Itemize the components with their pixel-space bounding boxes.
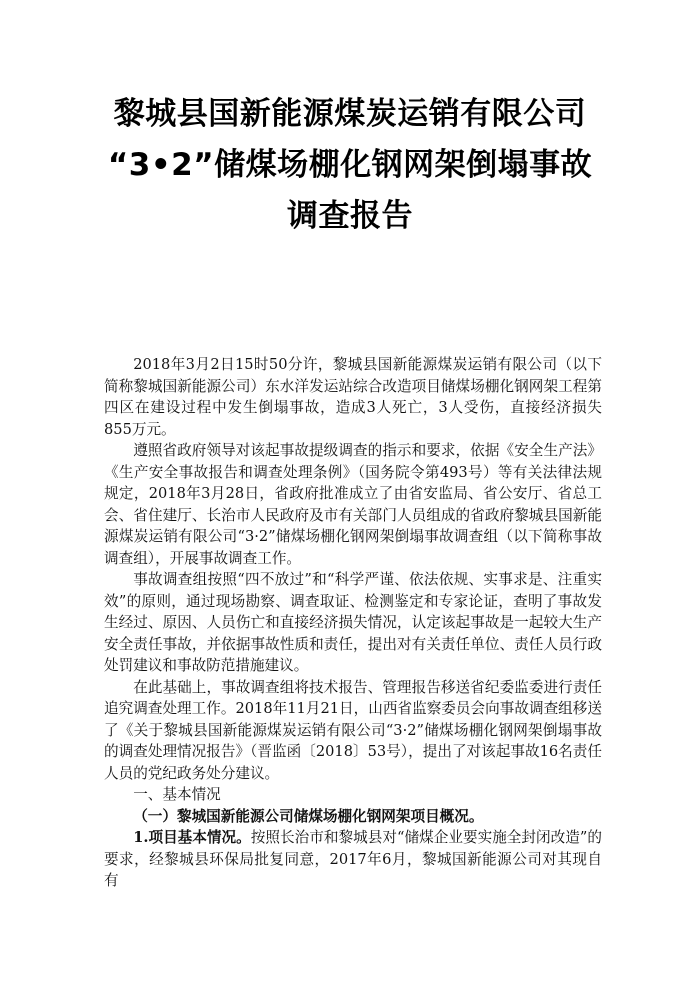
section-heading-basic-info: 一、基本情况 [133, 786, 221, 803]
paragraph-accountability: 在此基础上，事故调查组将技术报告、管理报告移送省纪委监委进行责任追究调查处理工作。2018年11月21日，山西省监察委员会向事故调查组移送了《关于黎城县国新能源煤炭运销有限公司“3·2”储煤场棚化钢网架倒塌事故的调查处理情况报告》（晋监函〔2018〕53号），提出了对该起事故16名责任人员的党纪政务处分建议。 [104, 678, 602, 782]
item-lead: 1.项目基本情况。 [133, 829, 251, 846]
paragraph-project-basic-info [104, 827, 602, 892]
report-title-line-3: 调查报告 [287, 198, 413, 234]
paragraph-investigation-principles: 事故调查组按照“四不放过”和“科学严谨、依法依规、实事求是、注重实效”的原则，通过现场勘察、调查取证、检测鉴定和专家论证，查明了事故发生经过、原因、人员伤亡和直接经济损失情况，认定该起事故是一起较大生产安全责任事故，并依据事故性质和责任，提出对有关责任单位、责任人员行政处罚建议和事故防范措施建议。 [104, 571, 602, 674]
report-title-line-1: 黎城县国新能源煤炭运销有限公司 [113, 96, 587, 132]
subsection-heading-project-overview: （一）黎城国新能源公司储煤场棚化钢网架项目概况。 [133, 807, 484, 825]
report-title-line-2: “3•2”储煤场棚化钢网架倒塌事故 [107, 147, 593, 183]
paragraph-incident-summary: 2018年3月2日15时50分许，黎城县国新能源煤炭运销有限公司（以下简称黎城国新能源公司）东水洋发运站综合改造项目储煤场棚化钢网架工程第四区在建设过程中发生倒塌事故，造成3人死亡，3人受伤，直接经济损失855万元。 [104, 356, 602, 438]
paragraph-investigation-basis: 遵照省政府领导对该起事故提级调查的指示和要求，依据《安全生产法》《生产安全事故报告和调查处理条例》（国务院令第493号）等有关法律法规规定，2018年3月28日，省政府批准成立了由省安监局、省公安厅、省总工会、省住建厅、长治市人民政府及市有关部门人员组成的省政府黎城县国新能源煤炭运销有限公司“3·2”储煤场棚化钢网架倒塌事故调查组（以下简称事故调查组），开展事故调查工作。 [104, 442, 602, 567]
report-body [104, 354, 602, 892]
item-text: 按照长治市和黎城县对“储煤企业要实施全封闭改造”的要求，经黎城县环保局批复同意，2017年6月，黎城国新能源公司对其现自有 [104, 829, 602, 889]
